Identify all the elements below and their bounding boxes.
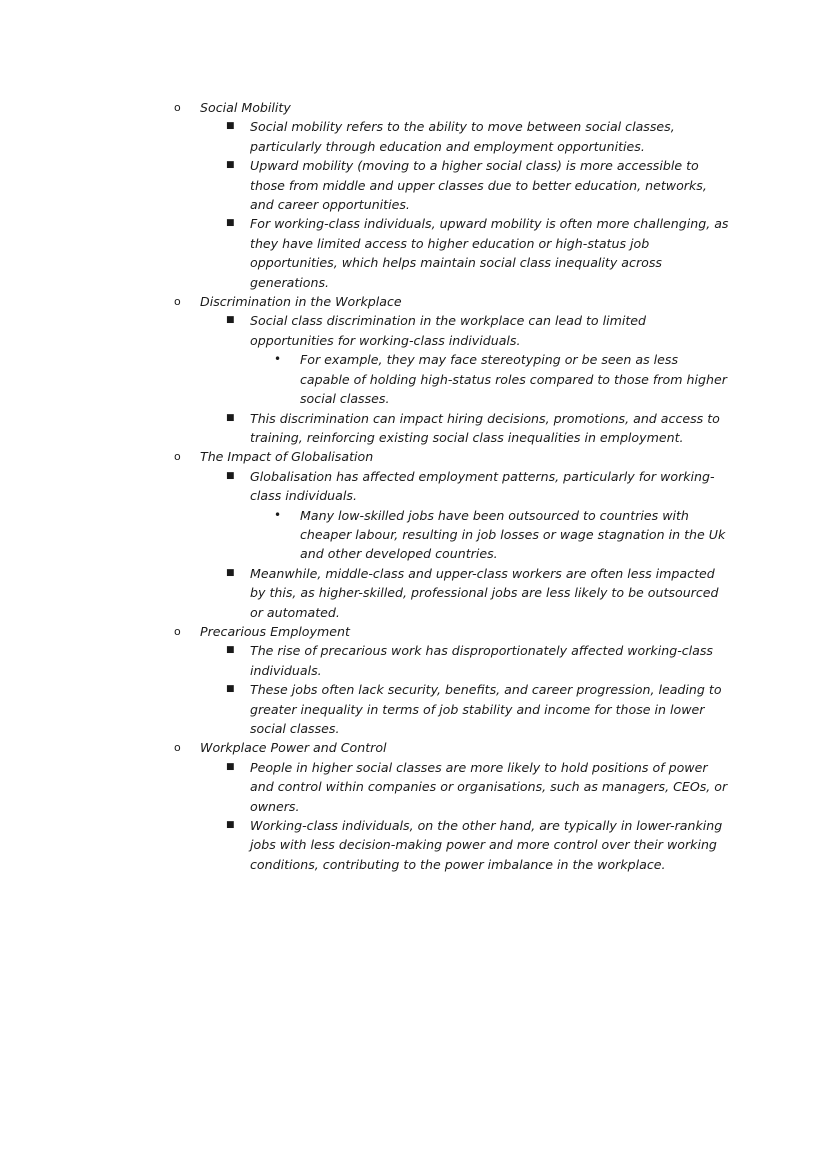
sub-list-item bbox=[0, 350, 730, 408]
list-item bbox=[0, 680, 730, 738]
item-text: Social class discrimination in the workplace can lead to limited opportunities for working-class individuals. bbox=[250, 313, 647, 348]
item-text: Social mobility refers to the ability to move between social classes, particularly through education and employment opportunities. bbox=[250, 119, 675, 154]
dot-bullet-icon: • bbox=[274, 507, 282, 522]
square-bullet-icon: ■ bbox=[226, 160, 235, 171]
item-text: For example, they may face stereotyping or be seen as less capable of holding high-status roles compared to those from higher social classes. bbox=[300, 352, 727, 407]
square-bullet-icon: ■ bbox=[226, 645, 235, 656]
section-heading bbox=[0, 738, 828, 757]
list-item bbox=[0, 758, 730, 816]
list-item bbox=[0, 816, 730, 874]
heading-text: The Impact of Globalisation bbox=[200, 449, 374, 465]
item-text: These jobs often lack security, benefits, and career progression, leading to greater inequality in terms of job stability and income for those in lower social classes. bbox=[250, 682, 722, 736]
heading-text: Social Mobility bbox=[200, 100, 291, 115]
section-heading bbox=[0, 98, 828, 117]
section-heading bbox=[0, 292, 828, 311]
list-item bbox=[0, 409, 730, 448]
section-heading bbox=[0, 447, 828, 466]
square-bullet-icon: ■ bbox=[226, 684, 235, 695]
list-item bbox=[0, 641, 730, 680]
list-item bbox=[0, 564, 730, 622]
square-bullet-icon: ■ bbox=[226, 218, 235, 229]
circle-bullet-icon: o bbox=[174, 624, 181, 638]
list-item bbox=[0, 467, 730, 506]
item-text: People in higher social classes are more likely to hold positions of power and control within companies or organisations, such as managers, CEOs, or owners. bbox=[250, 759, 728, 814]
item-text: Many low-skilled jobs have been outsourced to countries with cheaper labour, resulting in job losses or wage stagnation in the Uk and other developed countries. bbox=[300, 507, 726, 562]
item-text: Meanwhile, middle-class and upper-class workers are often less impacted by this, as higher-skilled, professional jobs are less likely to be outsourced or automated. bbox=[250, 565, 719, 620]
document-body bbox=[0, 98, 828, 874]
square-bullet-icon: ■ bbox=[226, 412, 235, 423]
square-bullet-icon: ■ bbox=[226, 567, 235, 578]
heading-text: Precarious Employment bbox=[200, 623, 350, 639]
item-text: Working-class individuals, on the other hand, are typically in lower-ranking jobs with less decision-making power and more control over their working conditions, contributing to the power imbalance in the workplace. bbox=[250, 818, 723, 872]
square-bullet-icon: ■ bbox=[226, 121, 235, 132]
list-item bbox=[0, 156, 730, 214]
item-text: The rise of precarious work has disproportionately affected working-class individuals. bbox=[250, 643, 713, 678]
heading-text: Discrimination in the Workplace bbox=[200, 294, 402, 310]
circle-bullet-icon: o bbox=[174, 101, 181, 114]
item-text: Upward mobility (moving to a higher social class) is more accessible to those from middle and upper classes due to better education, networks, and career opportunities. bbox=[250, 158, 707, 213]
item-text: This discrimination can impact hiring decisions, promotions, and access to training, reinforcing existing social class inequalities in employment. bbox=[250, 410, 720, 445]
square-bullet-icon: ■ bbox=[226, 820, 235, 831]
square-bullet-icon: ■ bbox=[226, 761, 235, 772]
dot-bullet-icon: • bbox=[274, 352, 282, 367]
section-heading bbox=[0, 622, 828, 641]
list-item bbox=[0, 214, 730, 292]
list-item bbox=[0, 311, 730, 350]
item-text: For working-class individuals, upward mobility is often more challenging, as they have limited access to higher education or high-status job opportunities, which helps maintain social class inequality across generations. bbox=[250, 216, 729, 290]
circle-bullet-icon: o bbox=[174, 295, 181, 309]
circle-bullet-icon: o bbox=[174, 741, 181, 755]
heading-text: Workplace Power and Control bbox=[200, 740, 387, 756]
item-text: Globalisation has affected employment patterns, particularly for working-class individuals. bbox=[250, 468, 715, 504]
square-bullet-icon: ■ bbox=[226, 470, 235, 481]
sub-list-item bbox=[0, 506, 730, 564]
list-item bbox=[0, 117, 730, 156]
circle-bullet-icon: o bbox=[174, 450, 181, 464]
square-bullet-icon: ■ bbox=[226, 315, 235, 326]
